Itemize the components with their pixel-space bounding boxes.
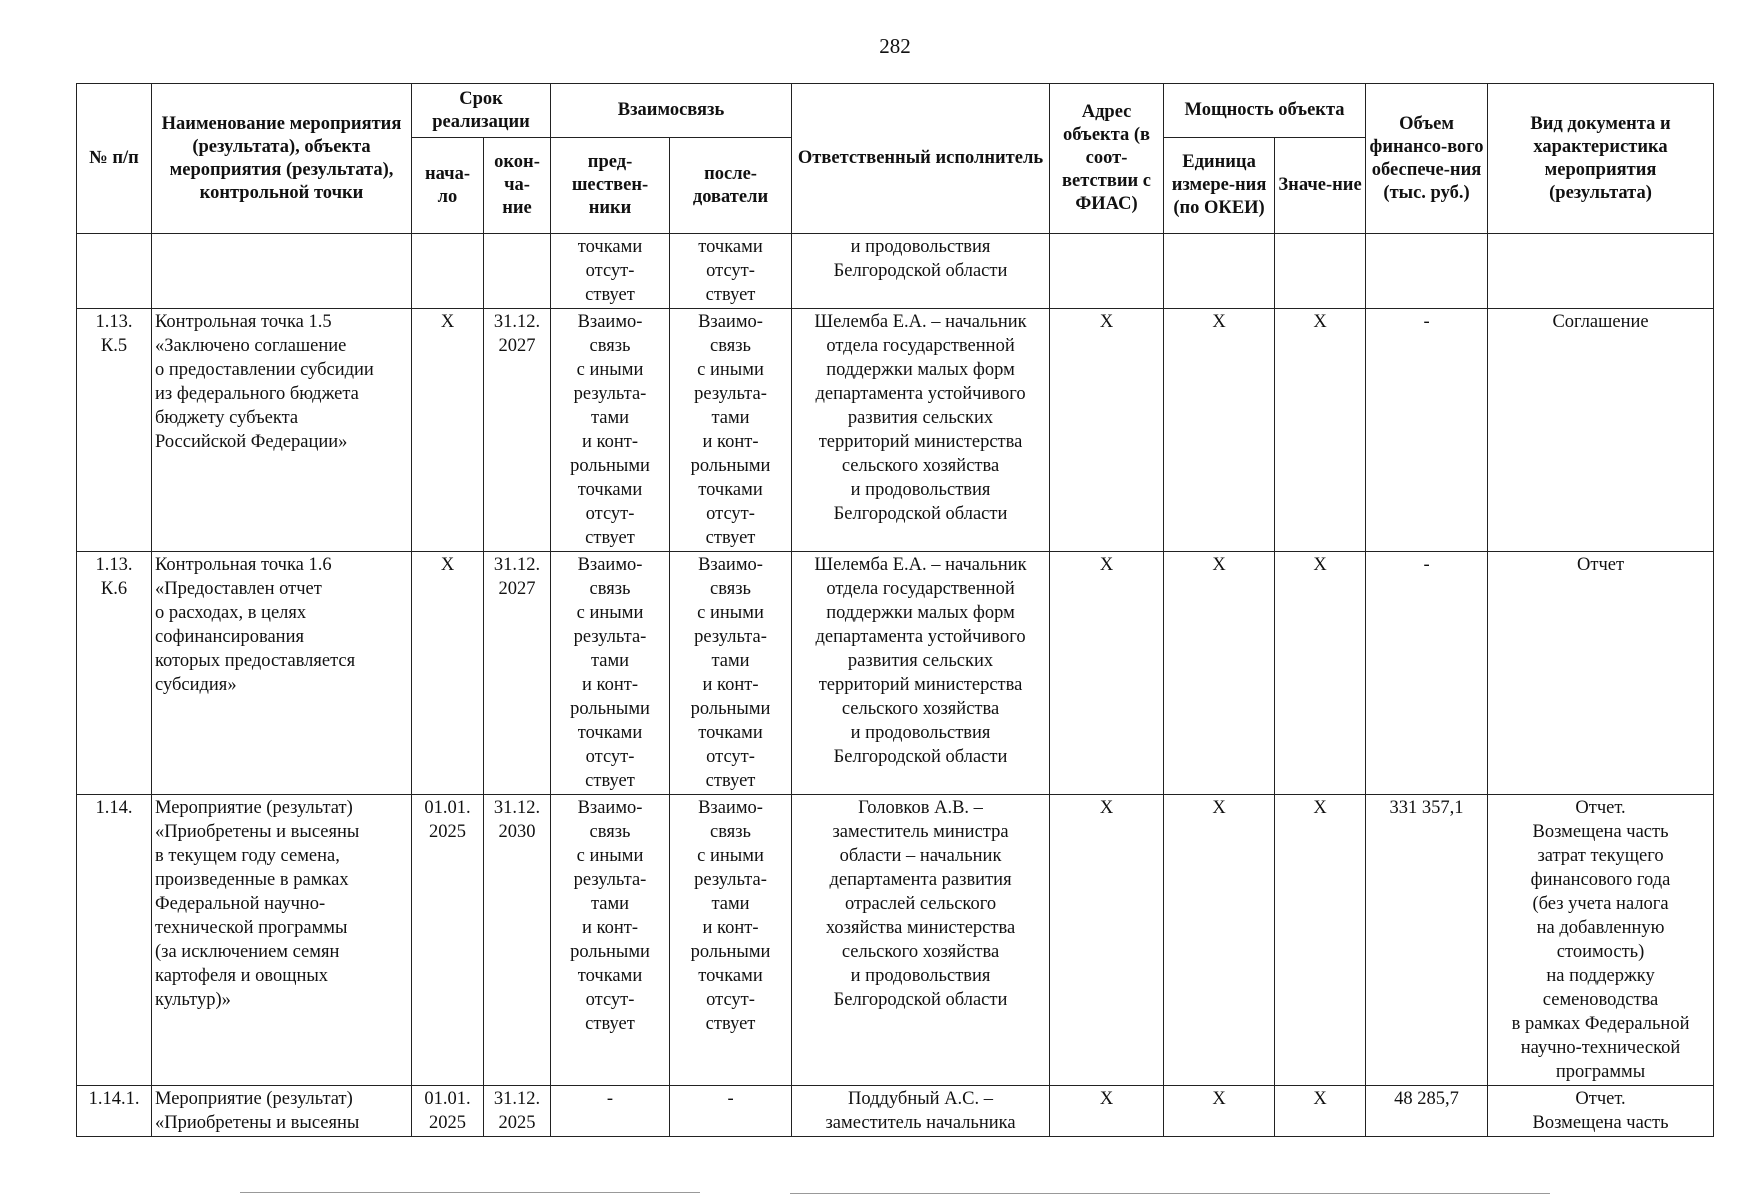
table-row xyxy=(77,1086,1714,1137)
row-successors: точками отсут- ствует xyxy=(670,234,792,309)
row-value: Х xyxy=(1275,1086,1366,1137)
row-num: 1.13. К.6 xyxy=(77,552,152,795)
row-funding xyxy=(1366,234,1488,309)
row-end xyxy=(484,234,551,309)
header-funding: Объем финансо-вого обеспече-ния (тыс. руб.) xyxy=(1366,84,1488,234)
row-num: 1.14. xyxy=(77,795,152,1086)
row-name: Мероприятие (результат) «Приобретены и высеяны xyxy=(152,1086,412,1137)
row-predecessors: Взаимо- связь с иными результа- тами и конт- рольными точками отсут- ствует xyxy=(551,795,670,1086)
row-address: Х xyxy=(1050,1086,1164,1137)
header-relation: Взаимосвязь xyxy=(551,84,792,138)
row-end: 31.12. 2025 xyxy=(484,1086,551,1137)
row-num xyxy=(77,234,152,309)
header-capacity: Мощность объекта xyxy=(1164,84,1366,138)
row-start: 01.01. 2025 xyxy=(412,795,484,1086)
header-value: Значе-ние xyxy=(1275,138,1366,234)
row-funding: 331 357,1 xyxy=(1366,795,1488,1086)
row-doc: Отчет xyxy=(1488,552,1714,795)
row-name: Мероприятие (результат) «Приобретены и высеяны в текущем году семена, произведенные в рамках Федеральной научно- технической программы (за исключением семян картофеля и овощных культур)» xyxy=(152,795,412,1086)
row-responsible: Поддубный А.С. – заместитель начальника xyxy=(792,1086,1050,1137)
row-responsible: Шелемба Е.А. – начальник отдела государственной поддержки малых форм департамента устойчивого развития сельских территорий министерства сельского хозяйства и продовольствия Белгородской области xyxy=(792,309,1050,552)
row-doc: Соглашение xyxy=(1488,309,1714,552)
row-name: Контрольная точка 1.6 «Предоставлен отчет о расходах, в целях софинансирования которых предоставляется субсидия» xyxy=(152,552,412,795)
row-doc xyxy=(1488,234,1714,309)
row-end: 31.12. 2027 xyxy=(484,552,551,795)
row-predecessors: точками отсут- ствует xyxy=(551,234,670,309)
row-name: Контрольная точка 1.5 «Заключено соглашение о предоставлении субсидии из федерального бюджета бюджету субъекта Российской Федерации» xyxy=(152,309,412,552)
row-unit: Х xyxy=(1164,1086,1275,1137)
row-predecessors: Взаимо- связь с иными результа- тами и конт- рольными точками отсут- ствует xyxy=(551,552,670,795)
row-value: Х xyxy=(1275,309,1366,552)
header-address: Адрес объекта (в соот-ветствии с ФИАС) xyxy=(1050,84,1164,234)
row-unit: Х xyxy=(1164,552,1275,795)
row-funding: 48 285,7 xyxy=(1366,1086,1488,1137)
row-address: Х xyxy=(1050,309,1164,552)
header-doc: Вид документа и характеристика мероприятия (результата) xyxy=(1488,84,1714,234)
row-successors: Взаимо- связь с иными результа- тами и конт- рольными точками отсут- ствует xyxy=(670,552,792,795)
row-predecessors: Взаимо- связь с иными результа- тами и конт- рольными точками отсут- ствует xyxy=(551,309,670,552)
row-value: Х xyxy=(1275,795,1366,1086)
row-start xyxy=(412,234,484,309)
row-address xyxy=(1050,234,1164,309)
row-doc: Отчет. Возмещена часть xyxy=(1488,1086,1714,1137)
row-successors: Взаимо- связь с иными результа- тами и конт- рольными точками отсут- ствует xyxy=(670,309,792,552)
row-unit: Х xyxy=(1164,795,1275,1086)
row-successors: - xyxy=(670,1086,792,1137)
row-end: 31.12. 2030 xyxy=(484,795,551,1086)
header-name: Наименование мероприятия (результата), объекта мероприятия (результата), контрольной точки xyxy=(152,84,412,234)
row-doc: Отчет. Возмещена часть затрат текущего финансового года (без учета налога на добавленную стоимость) на поддержку семеноводства в рамках Федеральной научно-технической программы xyxy=(1488,795,1714,1086)
header-end: окон- ча- ние xyxy=(484,138,551,234)
row-value xyxy=(1275,234,1366,309)
page-number: 282 xyxy=(879,34,911,58)
row-value: Х xyxy=(1275,552,1366,795)
row-successors: Взаимо- связь с иными результа- тами и конт- рольными точками отсут- ствует xyxy=(670,795,792,1086)
row-start: Х xyxy=(412,309,484,552)
row-end: 31.12. 2027 xyxy=(484,309,551,552)
table-row xyxy=(77,552,1714,795)
header-num: № п/п xyxy=(77,84,152,234)
header-start: нача- ло xyxy=(412,138,484,234)
header-responsible: Ответственный исполнитель xyxy=(792,84,1050,234)
row-responsible: Шелемба Е.А. – начальник отдела государственной поддержки малых форм департамента устойчивого развития сельских территорий министерства сельского хозяйства и продовольствия Белгородской области xyxy=(792,552,1050,795)
row-funding: - xyxy=(1366,309,1488,552)
row-address: Х xyxy=(1050,795,1164,1086)
row-address: Х xyxy=(1050,552,1164,795)
header-unit: Единица измере-ния (по ОКЕИ) xyxy=(1164,138,1275,234)
table-row xyxy=(77,795,1714,1086)
header-predecessors: пред- шествен- ники xyxy=(551,138,670,234)
row-name xyxy=(152,234,412,309)
row-num: 1.13. К.5 xyxy=(77,309,152,552)
row-start: 01.01. 2025 xyxy=(412,1086,484,1137)
row-start: Х xyxy=(412,552,484,795)
row-predecessors: - xyxy=(551,1086,670,1137)
row-unit: Х xyxy=(1164,309,1275,552)
row-responsible: Головков А.В. – заместитель министра области – начальник департамента развития отраслей сельского хозяйства министерства сельского хозяйства и продовольствия Белгородской области xyxy=(792,795,1050,1086)
table-row xyxy=(77,234,1714,309)
row-num: 1.14.1. xyxy=(77,1086,152,1137)
row-unit xyxy=(1164,234,1275,309)
table-row xyxy=(77,309,1714,552)
header-period: Срок реализации xyxy=(412,84,551,138)
scan-line xyxy=(240,1192,700,1193)
row-funding: - xyxy=(1366,552,1488,795)
row-responsible: и продовольствия Белгородской области xyxy=(792,234,1050,309)
activities-table xyxy=(76,83,1714,1137)
scan-line xyxy=(790,1193,1550,1194)
header-successors: после- дователи xyxy=(670,138,792,234)
